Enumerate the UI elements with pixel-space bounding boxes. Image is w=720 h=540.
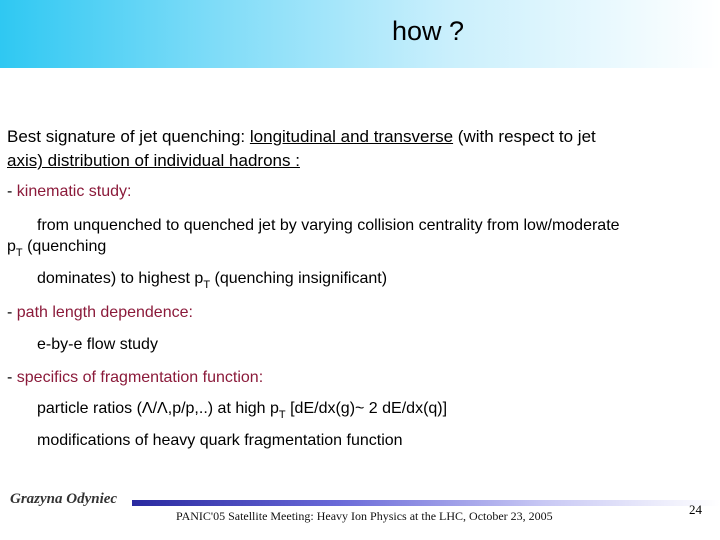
intro-prefix: Best signature of jet quenching: bbox=[7, 127, 250, 146]
footer-author: Grazyna Odyniec bbox=[10, 491, 118, 507]
kinematic-line3-a: dominates) to highest p bbox=[37, 270, 204, 287]
kinematic-line-3 bbox=[37, 269, 387, 290]
page-number: 24 bbox=[689, 502, 702, 517]
specifics-line1-b: [dE/dx(g)~ 2 dE/dx(q)] bbox=[285, 400, 448, 417]
path-length-dash: - bbox=[7, 304, 17, 321]
specifics-line1-a: particle ratios (Λ/Λ,p/p,..) at high p bbox=[37, 400, 279, 417]
specifics-line-1 bbox=[37, 399, 447, 420]
kinematic-line2-rest: (quenching bbox=[22, 238, 107, 255]
specifics-dash: - bbox=[7, 369, 17, 386]
footer-conference: PANIC'05 Satellite Meeting: Heavy Ion Physics at the LHC, October 23, 2005 bbox=[176, 509, 553, 523]
footer-bar bbox=[132, 500, 720, 506]
specifics-line1-sub: T bbox=[278, 409, 286, 421]
kinematic-line2-p: p bbox=[7, 238, 16, 255]
kinematic-line-1: from unquenched to quenched jet by varying collision centrality from low/moderate bbox=[37, 217, 620, 234]
intro-line-2 bbox=[7, 149, 300, 172]
intro-underlined: longitudinal and transverse bbox=[249, 127, 454, 146]
intro-middle: (with respect to jet bbox=[453, 127, 596, 146]
header-band bbox=[0, 0, 720, 68]
kinematic-heading bbox=[7, 182, 132, 202]
kinematic-line3-sub: T bbox=[203, 279, 211, 291]
kinematic-heading-text: kinematic study: bbox=[16, 183, 132, 200]
specifics-line-2: modifications of heavy quark fragmentation function bbox=[37, 432, 403, 449]
path-length-heading bbox=[7, 303, 193, 323]
intro-line2-underlined: axis) distribution of individual hadrons : bbox=[7, 151, 300, 170]
path-length-line-1: e-by-e flow study bbox=[37, 336, 158, 353]
specifics-heading bbox=[7, 368, 263, 388]
path-length-heading-text: path length dependence: bbox=[16, 304, 193, 321]
kinematic-dash: - bbox=[7, 183, 17, 200]
kinematic-line2-sub: T bbox=[15, 247, 23, 259]
specifics-heading-text: specifics of fragmentation function: bbox=[16, 369, 264, 386]
kinematic-line3-b: (quenching insignificant) bbox=[210, 270, 388, 287]
kinematic-line-2 bbox=[7, 237, 106, 258]
slide-title: how ? bbox=[392, 16, 465, 46]
intro-line-1 bbox=[7, 125, 596, 148]
